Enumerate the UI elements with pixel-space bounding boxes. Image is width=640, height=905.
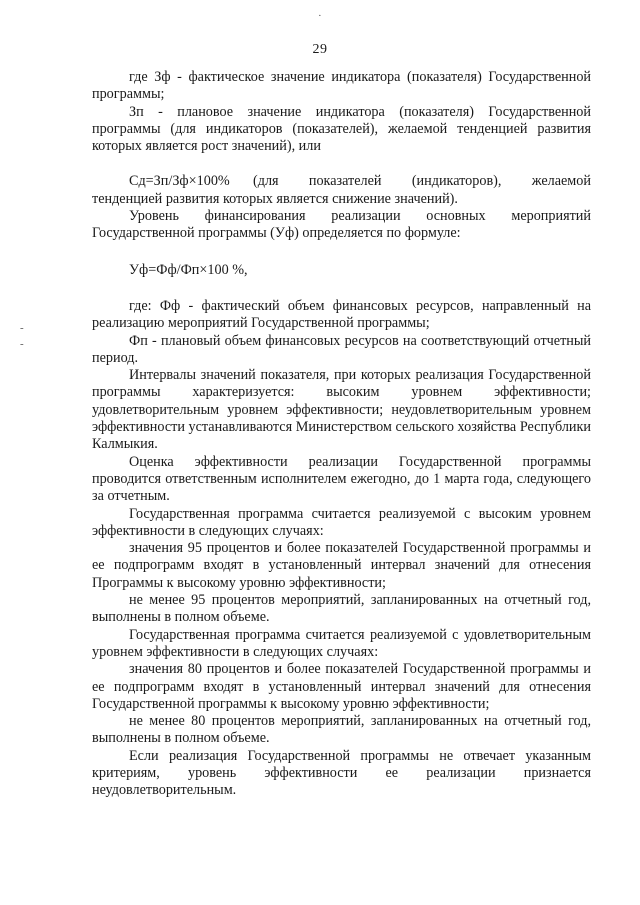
formula-sd-note-word: желаемой bbox=[531, 173, 591, 190]
scan-mark-top: · bbox=[318, 10, 322, 22]
paragraph-evaluation: Оценка эффективности реализации Государственной программы проводится ответственным исполнителем ежегодно, до 1 марта года, следующего за отчетным. bbox=[92, 453, 591, 505]
paragraph-satisfactory-criterion-2: не менее 80 процентов мероприятий, запланированных на отчетный год, выполнены в полном объеме. bbox=[92, 713, 591, 747]
paragraph-high-criterion-1: значения 95 процентов и более показателей Государственной программы и ее подпрограмм входят в установленный интервал значений для отнесения Программы к высокому уровню эффективности; bbox=[92, 540, 591, 591]
paragraph-zp-definition: Зп - плановое значение индикатора (показателя) Государственной программы (для индикаторов (показателей), желаемой тенденцией развития которых является рост значений), или bbox=[92, 103, 591, 155]
formula-sd-note bbox=[253, 173, 591, 190]
paragraph-ff-definition: где: Фф - фактический объем финансовых ресурсов, направленный на реализацию мероприятий Государственной программы; bbox=[92, 297, 591, 332]
paragraph-zf-definition: где Зф - фактическое значение индикатора (показателя) Государственной программы; bbox=[92, 69, 591, 103]
document-body bbox=[92, 69, 591, 800]
paragraph-intervals: Интервалы значений показателя, при которых реализация Государственной программы характеризуется: высоким уровнем эффективности; удовлетворительным уровнем эффективности; неудовлетворительным уровнем эффективности устанавливаются Министерством сельского хозяйства Республики Калмыкия. bbox=[92, 367, 591, 453]
paragraph-fp-definition: Фп - плановый объем финансовых ресурсов на соответствующий отчетный период. bbox=[92, 332, 591, 366]
formula-sd-expression: Сд=Зп/Зф×100% bbox=[129, 173, 230, 190]
scan-mark-left-1: - bbox=[20, 322, 24, 334]
scan-mark-left-2: - bbox=[20, 338, 24, 350]
formula-sd-note-word: (для bbox=[253, 173, 279, 190]
paragraph-high-level: Государственная программа считается реализуемой с высоким уровнем эффективности в следующих случаях: bbox=[92, 505, 591, 539]
page-number: 29 bbox=[312, 42, 328, 57]
paragraph-satisfactory-criterion-1: значения 80 процентов и более показателей Государственной программы и ее подпрограмм входят в установленный интервал значений для отнесения Государственной программы к высокому уровню эффективности; bbox=[92, 661, 591, 712]
formula-sd-note-word: (индикаторов), bbox=[411, 173, 502, 190]
paragraph-high-criterion-2: не менее 95 процентов мероприятий, запланированных на отчетный год, выполнены в полном объеме. bbox=[92, 592, 591, 626]
paragraph-unsatisfactory: Если реализация Государственной программы не отвечает указанным критериям, уровень эффективности ее реализации признается неудовлетворительным. bbox=[92, 747, 591, 799]
formula-sd-note-word: показателей bbox=[308, 173, 382, 190]
formula-sd bbox=[92, 173, 591, 190]
formula-uf: Уф=Фф/Фп×100 %, bbox=[129, 261, 248, 278]
paragraph-funding-level: Уровень финансирования реализации основных мероприятий Государственной программы (Уф) определяется по формуле: bbox=[92, 208, 591, 242]
paragraph-satisfactory-level: Государственная программа считается реализуемой с удовлетворительным уровнем эффективности в следующих случаях: bbox=[92, 626, 591, 660]
formula-sd-continuation: тенденцией развития которых является снижение значений). bbox=[92, 190, 458, 207]
